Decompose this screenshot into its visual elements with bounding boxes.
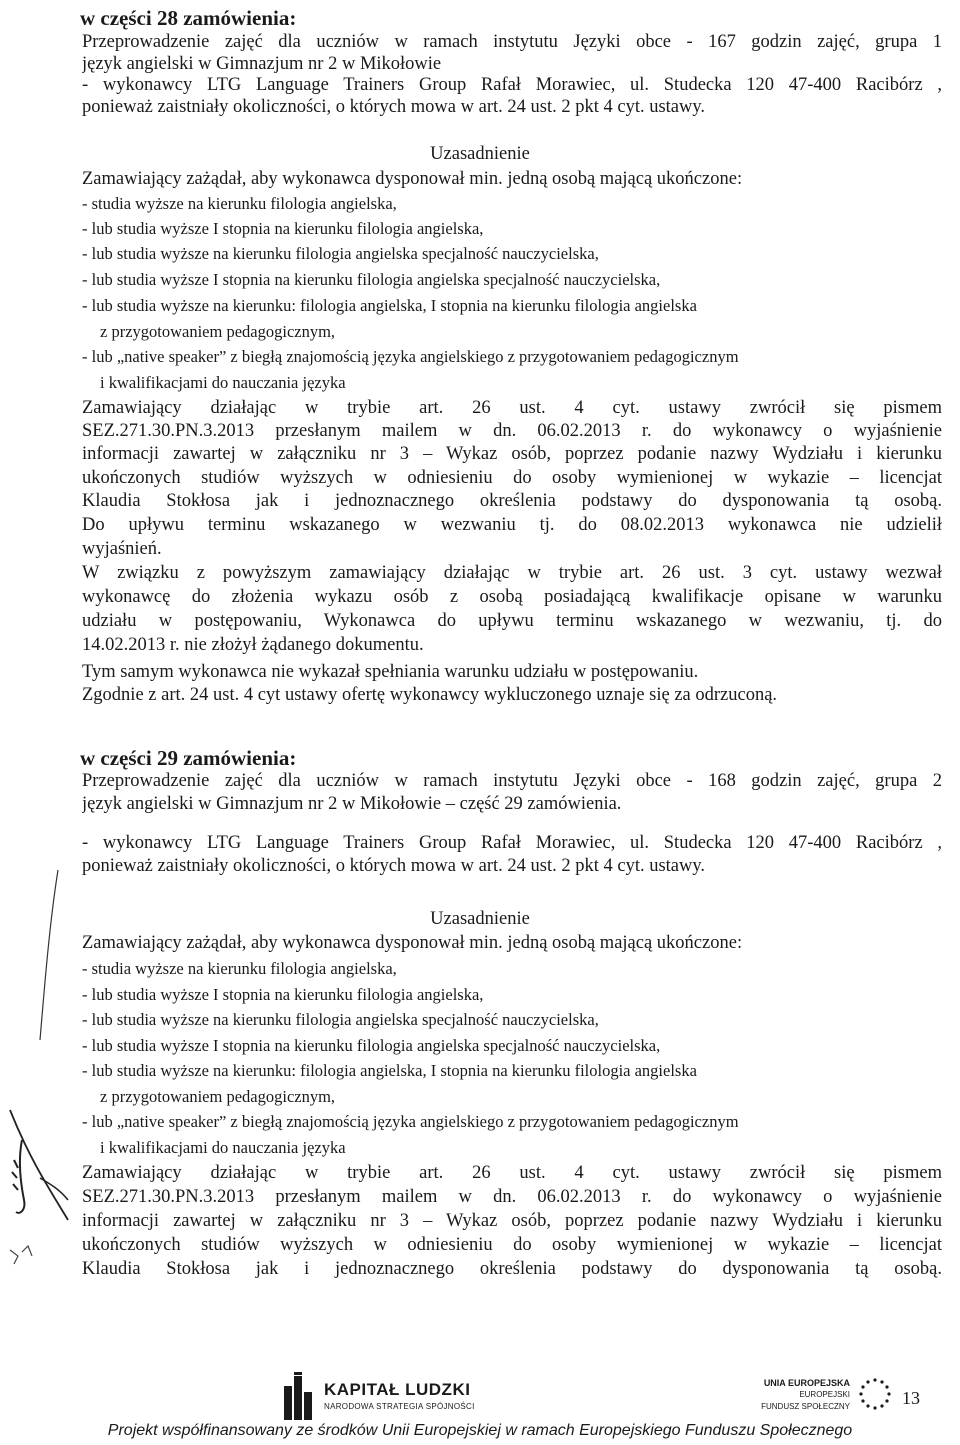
text-line: SEZ.271.30.PN.3.2013 przesłanym mailem w dn. 06.02.2013 r. do wykonawcy o wyjaśnienie — [82, 1187, 942, 1207]
page-number: 13 — [902, 1388, 920, 1408]
text-line: Przeprowadzenie zajęć dla uczniów w ramach instytutu Języki obce - 168 godzin zajęć, grupa 2 — [82, 771, 942, 791]
eu-line-2: EUROPEJSKI — [799, 1390, 850, 1399]
list-item-continuation: i kwalifikacjami do nauczania języka — [100, 373, 346, 392]
section-29-heading: w części 29 zamówienia: — [80, 746, 297, 770]
subheading: Uzasadnienie — [430, 144, 530, 164]
list-item: - lub studia wyższe I stopnia na kierunku filologia angielska, — [82, 219, 484, 238]
kapital-ludzki-emblem-icon — [282, 1372, 318, 1422]
list-item: - lub „native speaker” z biegłą znajomością języka angielskiego z przygotowaniem pedagogicznym — [82, 1112, 739, 1131]
text-line: udziału w postępowaniu, Wykonawca do upływu terminu wskazanego w wezwaniu, tj. do — [82, 611, 942, 631]
text-line: - wykonawcy LTG Language Trainers Group Rafał Morawiec, ul. Studecka 120 47-400 Racibórz , — [82, 75, 942, 95]
text-line: Przeprowadzenie zajęć dla uczniów w ramach instytutu Języki obce - 167 godzin zajęć, grupa 1 — [82, 32, 942, 52]
text-line: Zgodnie z art. 24 ust. 4 cyt ustawy ofertę wykonawcy wykluczonego uznaje się za odrzuconą. — [82, 685, 778, 705]
text-line: 14.02.2013 r. nie złożył żądanego dokumentu. — [82, 635, 424, 655]
list-item: - lub studia wyższe na kierunku: filologia angielska, I stopnia na kierunku filologia angielska — [82, 296, 697, 315]
text-line: Klaudia Stokłosa jak i jednoznacznego określenia podstawy do dysponowania tą osobą. — [82, 1259, 942, 1279]
eu-line-3: FUNDUSZ SPOŁECZNY — [761, 1402, 850, 1411]
list-item: - studia wyższe na kierunku filologia angielska, — [82, 959, 397, 978]
text-line: ponieważ zaistniały okoliczności, o których mowa w art. 24 ust. 2 pkt 4 cyt. ustawy. — [82, 856, 706, 876]
text-line: język angielski w Gimnazjum nr 2 w Mikołowie — [82, 54, 442, 74]
list-item: - lub studia wyższe na kierunku filologia angielska specjalność nauczycielska, — [82, 244, 599, 263]
text-line: Tym samym wykonawca nie wykazał spełniania warunku udziału w postępowaniu. — [82, 662, 699, 682]
text-line: wyjaśnień. — [82, 539, 162, 559]
text-line: - wykonawcy LTG Language Trainers Group Rafał Morawiec, ul. Studecka 120 47-400 Racibórz , — [82, 833, 942, 853]
text-line: język angielski w Gimnazjum nr 2 w Mikołowie – część 29 zamówienia. — [82, 794, 622, 814]
text-line: informacji zawartej w załączniku nr 3 – Wykaz osób, poprzez podanie nazwy Wydziału i kierunku — [82, 1211, 942, 1231]
text-line: Zamawiający działając w trybie art. 26 ust. 4 cyt. ustawy zwrócił się pismem — [82, 1163, 942, 1183]
text-line: ponieważ zaistniały okoliczności, o których mowa w art. 24 ust. 2 pkt 4 cyt. ustawy. — [82, 97, 706, 117]
text-line: wykonawcę do złożenia wykazu osób z osobą posiadającą kwalifikacje opisane w warunku — [82, 587, 942, 607]
subheading: Uzasadnienie — [430, 909, 530, 929]
kapital-ludzki-logo — [282, 1372, 512, 1424]
kapital-ludzki-subtitle: NARODOWA STRATEGIA SPÓJNOŚCI — [324, 1402, 475, 1411]
text-line: SEZ.271.30.PN.3.2013 przesłanym mailem w dn. 06.02.2013 r. do wykonawcy o wyjaśnienie — [82, 421, 942, 441]
list-item-continuation: z przygotowaniem pedagogicznym, — [100, 322, 336, 341]
list-item-continuation: z przygotowaniem pedagogicznym, — [100, 1087, 336, 1106]
list-item: - lub studia wyższe I stopnia na kierunku filologia angielska specjalność nauczycielska, — [82, 270, 661, 289]
list-item: - lub „native speaker” z biegłą znajomością języka angielskiego z przygotowaniem pedagogicznym — [82, 347, 739, 366]
text-line: Zamawiający zażądał, aby wykonawca dysponował min. jedną osobą mającą ukończone: — [82, 933, 743, 953]
text-line: Do upływu terminu wskazanego w wezwaniu tj. do 08.02.2013 wykonawca nie udzielił — [82, 515, 942, 535]
text-line: informacji zawartej w załączniku nr 3 – Wykaz osób, poprzez podanie nazwy Wydziału i kierunku — [82, 444, 942, 464]
kapital-ludzki-title: KAPITAŁ LUDZKI — [324, 1380, 471, 1399]
text-line: ukończonych studiów wyższych w odniesieniu do osoby wymienionej w wykazie – licencjat — [82, 468, 942, 488]
eu-flag-icon — [855, 1374, 895, 1414]
text-line: Zamawiający działając w trybie art. 26 ust. 4 cyt. ustawy zwrócił się pismem — [82, 398, 942, 418]
list-item: - lub studia wyższe na kierunku filologia angielska specjalność nauczycielska, — [82, 1010, 599, 1029]
list-item: - lub studia wyższe I stopnia na kierunku filologia angielska, — [82, 985, 484, 1004]
section-28-heading: w części 28 zamówienia: — [80, 6, 297, 30]
footer-text: Projekt współfinansowany ze środków Unii Europejskiej w ramach Europejskiego Funduszu Społecznego — [107, 1422, 853, 1439]
text-line: Klaudia Stokłosa jak i jednoznacznego określenia podstawy do dysponowania tą osobą. — [82, 491, 942, 511]
eu-logo — [760, 1372, 895, 1422]
list-item: - studia wyższe na kierunku filologia angielska, — [82, 194, 397, 213]
text-line: Zamawiający zażądał, aby wykonawca dysponował min. jedną osobą mającą ukończone: — [82, 169, 743, 189]
list-item-continuation: i kwalifikacjami do nauczania języka — [100, 1138, 346, 1157]
list-item: - lub studia wyższe na kierunku: filologia angielska, I stopnia na kierunku filologia angielska — [82, 1061, 697, 1080]
handwritten-signature — [0, 860, 72, 1280]
text-line: W związku z powyższym zamawiający działając w trybie art. 26 ust. 3 cyt. ustawy wezwał — [82, 563, 942, 583]
list-item: - lub studia wyższe I stopnia na kierunku filologia angielska specjalność nauczycielska, — [82, 1036, 661, 1055]
eu-line-1: UNIA EUROPEJSKA — [763, 1378, 850, 1388]
text-line: ukończonych studiów wyższych w odniesieniu do osoby wymienionej w wykazie – licencjat — [82, 1235, 942, 1255]
